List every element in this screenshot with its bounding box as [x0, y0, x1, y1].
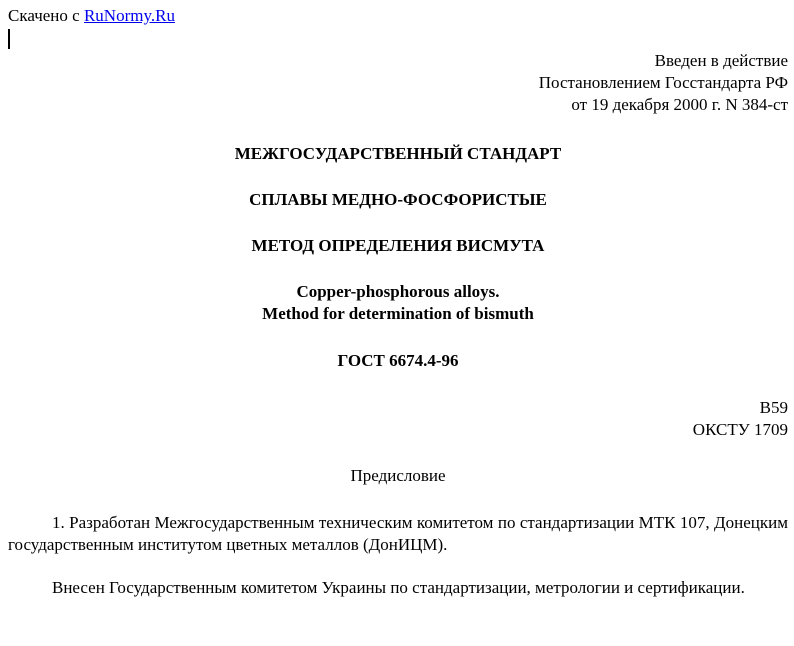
- foreword-paragraph-1: 1. Разработан Межгосударственным техническим комитетом по стандартизации МТК 107, Донецким государственным институтом цветных металлов (ДонИЦМ).: [8, 513, 788, 554]
- enactment-line-2: Постановлением Госстандарта РФ: [538, 73, 788, 92]
- document-title: СПЛАВЫ МЕДНО-ФОСФОРИСТЫЕ: [249, 190, 547, 209]
- enactment-line-3: от 19 декабря 2000 г. N 384-ст: [571, 95, 788, 114]
- classification-group: В59: [759, 398, 788, 417]
- foreword-heading: Предисловие: [350, 466, 446, 485]
- standard-type-heading: МЕЖГОСУДАРСТВЕННЫЙ СТАНДАРТ: [234, 144, 562, 163]
- english-title-line-2: Method for determination of bismuth: [262, 304, 534, 323]
- enactment-block: [8, 50, 788, 116]
- source-line: [8, 5, 175, 27]
- gost-number: ГОСТ 6674.4-96: [337, 351, 459, 370]
- enactment-line-1: Введен в действие: [654, 51, 788, 70]
- document-subtitle: МЕТОД ОПРЕДЕЛЕНИЯ ВИСМУТА: [251, 236, 545, 255]
- english-title-line-1: Copper-phosphorous alloys.: [296, 282, 500, 301]
- source-prefix: Скачено с: [8, 6, 84, 25]
- text-cursor: [8, 29, 10, 49]
- classification-oksty: ОКСТУ 1709: [692, 420, 788, 439]
- foreword-paragraph-2: Внесен Государственным комитетом Украины по стандартизации, метрологии и сертификации.: [52, 578, 745, 597]
- english-title: [8, 281, 788, 325]
- classification-block: [8, 397, 788, 441]
- source-link[interactable]: RuNormy.Ru: [83, 6, 175, 25]
